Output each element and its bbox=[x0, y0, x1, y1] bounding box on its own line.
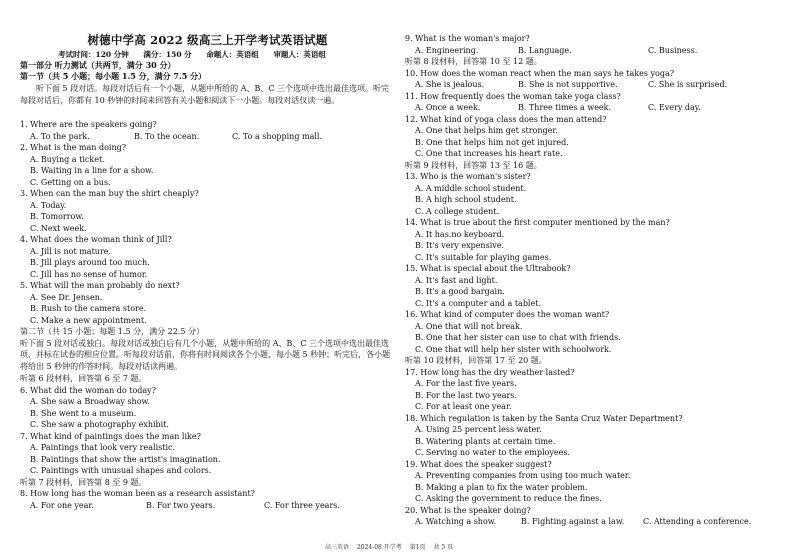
option-c: C. Paintings with unusual shapes and colors. bbox=[30, 466, 212, 475]
option-b: B. One that her sister can use to chat with friends. bbox=[415, 333, 621, 342]
question-stem: 13. Who is the woman's sister? bbox=[405, 172, 531, 181]
option-a: A. It has.no keyboard. bbox=[415, 229, 505, 239]
option-a: A. She saw a Broadway show. bbox=[30, 397, 150, 406]
material-note: 听第 6 段材料，回答第 6 至 7 题。 bbox=[20, 374, 147, 383]
options-row bbox=[405, 516, 793, 528]
section1-instructions: 听下面 5 段对话。每段对话后有一个小题，从题中所给的 A、B、C 三个选项中选出最佳选项。听完每段对话后，你都有 10 秒钟的时间来回答有关小题和阅读下一小题。每段对话仅读一遍。 bbox=[20, 84, 390, 105]
footer-page: 第1页 bbox=[409, 544, 426, 551]
options-row bbox=[405, 102, 793, 114]
question-stem: 10. How does the woman react when the man says he takes yoga? bbox=[405, 68, 675, 78]
option-c: C. One that increases his heart rate. bbox=[415, 149, 563, 158]
question-stem: 14. What is true about the first computer mentioned by the man? bbox=[405, 218, 670, 227]
exam-title: 树德中学高 2022 级高三上开学考试英语试题 bbox=[87, 33, 328, 47]
question-stem: 19. What does the speaker suggest? bbox=[405, 459, 552, 469]
option-a: A. Paintings that look very realistic. bbox=[30, 443, 176, 452]
option-b: B. Jill plays around too much. bbox=[30, 258, 150, 267]
option-b: B. Waiting in a line for a show. bbox=[30, 166, 154, 175]
option-c: C. For at least one year. bbox=[415, 402, 512, 411]
exam-duration: 考试时间：120 分钟 bbox=[58, 50, 129, 59]
question-stem: 2. What is the man doing? bbox=[20, 143, 127, 152]
option-a: A. Jill is not mature. bbox=[30, 246, 112, 256]
material-note: 听第 8 段材料，回答第 10 至 12 题。 bbox=[405, 57, 542, 66]
exam-reviewer: 审题人：英语组 bbox=[273, 50, 326, 59]
exam-full-score: 满分：150 分 bbox=[143, 50, 192, 59]
options-row bbox=[20, 131, 405, 143]
question-stem: 4. What does the woman think of Jill? bbox=[20, 235, 172, 244]
section2-heading: 第二节（共 15 小题；每题 1.5 分，满分 22.5 分） bbox=[20, 327, 204, 336]
option-c: C. Getting on a bus. bbox=[30, 177, 111, 187]
material-note: 听第 9 段材料，回答第 13 至 16 题。 bbox=[405, 160, 542, 170]
option-a: A. Preventing companies from using too much water. bbox=[415, 471, 631, 480]
options-row bbox=[20, 500, 405, 512]
option-b: B. It's very expensive. bbox=[415, 241, 505, 250]
option-c: C. Next week. bbox=[30, 223, 87, 233]
option-b: B. A high school student. bbox=[415, 195, 517, 204]
material-note: 听第 10 段材料，回答第 17 至 20 题。 bbox=[405, 356, 547, 365]
options-row bbox=[405, 79, 793, 91]
question-stem: 3. When can the man buy the shirt cheaply? bbox=[20, 189, 199, 198]
option-a: A. One that helps him get stronger. bbox=[415, 126, 558, 135]
option-b: B. She is not supportive. bbox=[518, 80, 618, 89]
option-c: C. Jill has no sense of humor. bbox=[30, 269, 148, 279]
option-c: C. It's a computer and a tablet. bbox=[415, 298, 541, 308]
option-b: B. For the last two years. bbox=[415, 390, 518, 400]
question-stem: 20. What is the speaker doing? bbox=[405, 505, 531, 515]
option-b: B. One that helps him not get injured. bbox=[415, 137, 569, 147]
option-b: B. To the ocean. bbox=[134, 131, 200, 141]
option-a: A. One that will not break. bbox=[415, 321, 523, 331]
part1-heading: 第一部分 听力测试（共两节，满分 30 分） bbox=[20, 60, 176, 70]
option-a: A. She is jealous. bbox=[415, 80, 485, 89]
option-a: A. Watching a show. bbox=[415, 517, 497, 526]
option-b: B. Three times a week. bbox=[518, 103, 612, 112]
material-note: 听第 7 段材料，回答第 8 至 9 题。 bbox=[20, 477, 147, 487]
option-b: B. Watering plants at certain time. bbox=[415, 436, 556, 446]
option-a: A. Engineering. bbox=[415, 45, 479, 55]
option-b: B. Rush to the camera store. bbox=[30, 304, 147, 313]
option-a: A. Buying a ticket. bbox=[30, 154, 105, 164]
option-a: A. For the last five years. bbox=[415, 379, 517, 388]
exam-info bbox=[58, 49, 338, 60]
option-c: C. Serving no water to the employees. bbox=[415, 448, 570, 457]
question-stem: 7. What kind of paintings does the man like? bbox=[20, 431, 201, 441]
question-stem: 11. How frequently does the woman take yoga class? bbox=[405, 91, 621, 101]
option-b: B. She went to a museum. bbox=[30, 408, 137, 418]
option-c: C. One that will help her sister with schoolwork. bbox=[415, 344, 612, 354]
option-b: B. Making a plan to fix the water problem. bbox=[415, 482, 588, 492]
option-a: A. To the park. bbox=[30, 131, 90, 141]
option-c: C. A college student. bbox=[415, 206, 500, 216]
option-b: B. Language. bbox=[518, 45, 572, 55]
option-c: C. To a shopping mall. bbox=[232, 131, 323, 141]
page-footer bbox=[325, 542, 459, 551]
section1-heading: 第一节（共 5 小题；每小题 1.5 分，满分 7.5 分） bbox=[20, 71, 207, 81]
option-b: B. It's a good bargain. bbox=[415, 287, 505, 296]
question-stem: 12. What kind of yoga class does the man attend? bbox=[405, 114, 607, 124]
option-a: A. Today. bbox=[30, 200, 67, 210]
option-a: A. Once a week. bbox=[415, 103, 481, 112]
option-b: B. Tomorrow. bbox=[30, 212, 84, 221]
question-stem: 16. What kind of computer does the woman want? bbox=[405, 310, 610, 319]
option-c: C. Every day. bbox=[648, 103, 701, 112]
question-stem: 15. What is special about the Ultrabook? bbox=[405, 264, 571, 273]
option-a: A. Using 25 percent less water. bbox=[415, 425, 542, 434]
exam-author: 命题人：英语组 bbox=[206, 50, 259, 59]
option-a: A. A middle school student. bbox=[415, 183, 527, 193]
option-b: B. For two years. bbox=[146, 501, 216, 510]
question-stem: 8. How long has the woman been as a research assistant? bbox=[20, 489, 255, 498]
option-c: C. For three years. bbox=[264, 501, 340, 510]
footer-subject: 高三英语 bbox=[325, 544, 350, 551]
option-a: A. It's fast and light. bbox=[415, 275, 498, 285]
options-row bbox=[405, 45, 793, 57]
question-stem: 5. What will the man probably do next? bbox=[20, 281, 180, 290]
option-c: C. She is surprised. bbox=[648, 80, 728, 89]
option-a: A. For one year. bbox=[30, 501, 94, 510]
option-c: C. Asking the government to reduce the fines. bbox=[415, 494, 602, 503]
option-c: C. Make a new appointment. bbox=[30, 315, 147, 325]
option-b: B. Fighting against a law. bbox=[521, 517, 625, 526]
question-stem: 1. Where are the speakers going? bbox=[20, 120, 157, 129]
option-a: A. See Dr. Jensen. bbox=[30, 292, 103, 302]
footer-total: 共 5 页 bbox=[433, 544, 454, 551]
option-c: C. Business. bbox=[648, 45, 698, 55]
option-c: C. It's suitable for playing games. bbox=[415, 252, 552, 262]
question-stem: 18. Which regulation is taken by the Santa Cruz Water Department? bbox=[405, 413, 683, 423]
question-stem: 17. How long has the dry weather lasted? bbox=[405, 367, 575, 377]
footer-exam: 2024-08 开学考 bbox=[356, 544, 402, 551]
question-stem: 9. What is the woman's major? bbox=[405, 34, 530, 43]
section2-instructions: 听下面 5 段对话或独白。每段对话或独白后有几个小题，从题中所给的 A、B、C 三个选项中选出最佳选项，并标在试卷的相应位置。听每段对话前，你将有时间阅读各个小题，每小题 5 秒钟；听完后，各小题将给出 5 秒钟的作答时间。每段对话读两遍。 bbox=[20, 338, 391, 371]
option-c: C. She saw a photography exhibit. bbox=[30, 420, 169, 429]
question-stem: 6. What did the woman do today? bbox=[20, 385, 156, 395]
option-c: C. Attending a conference. bbox=[643, 517, 752, 526]
option-b: B. Paintings that show the artist's imagination. bbox=[30, 454, 221, 464]
